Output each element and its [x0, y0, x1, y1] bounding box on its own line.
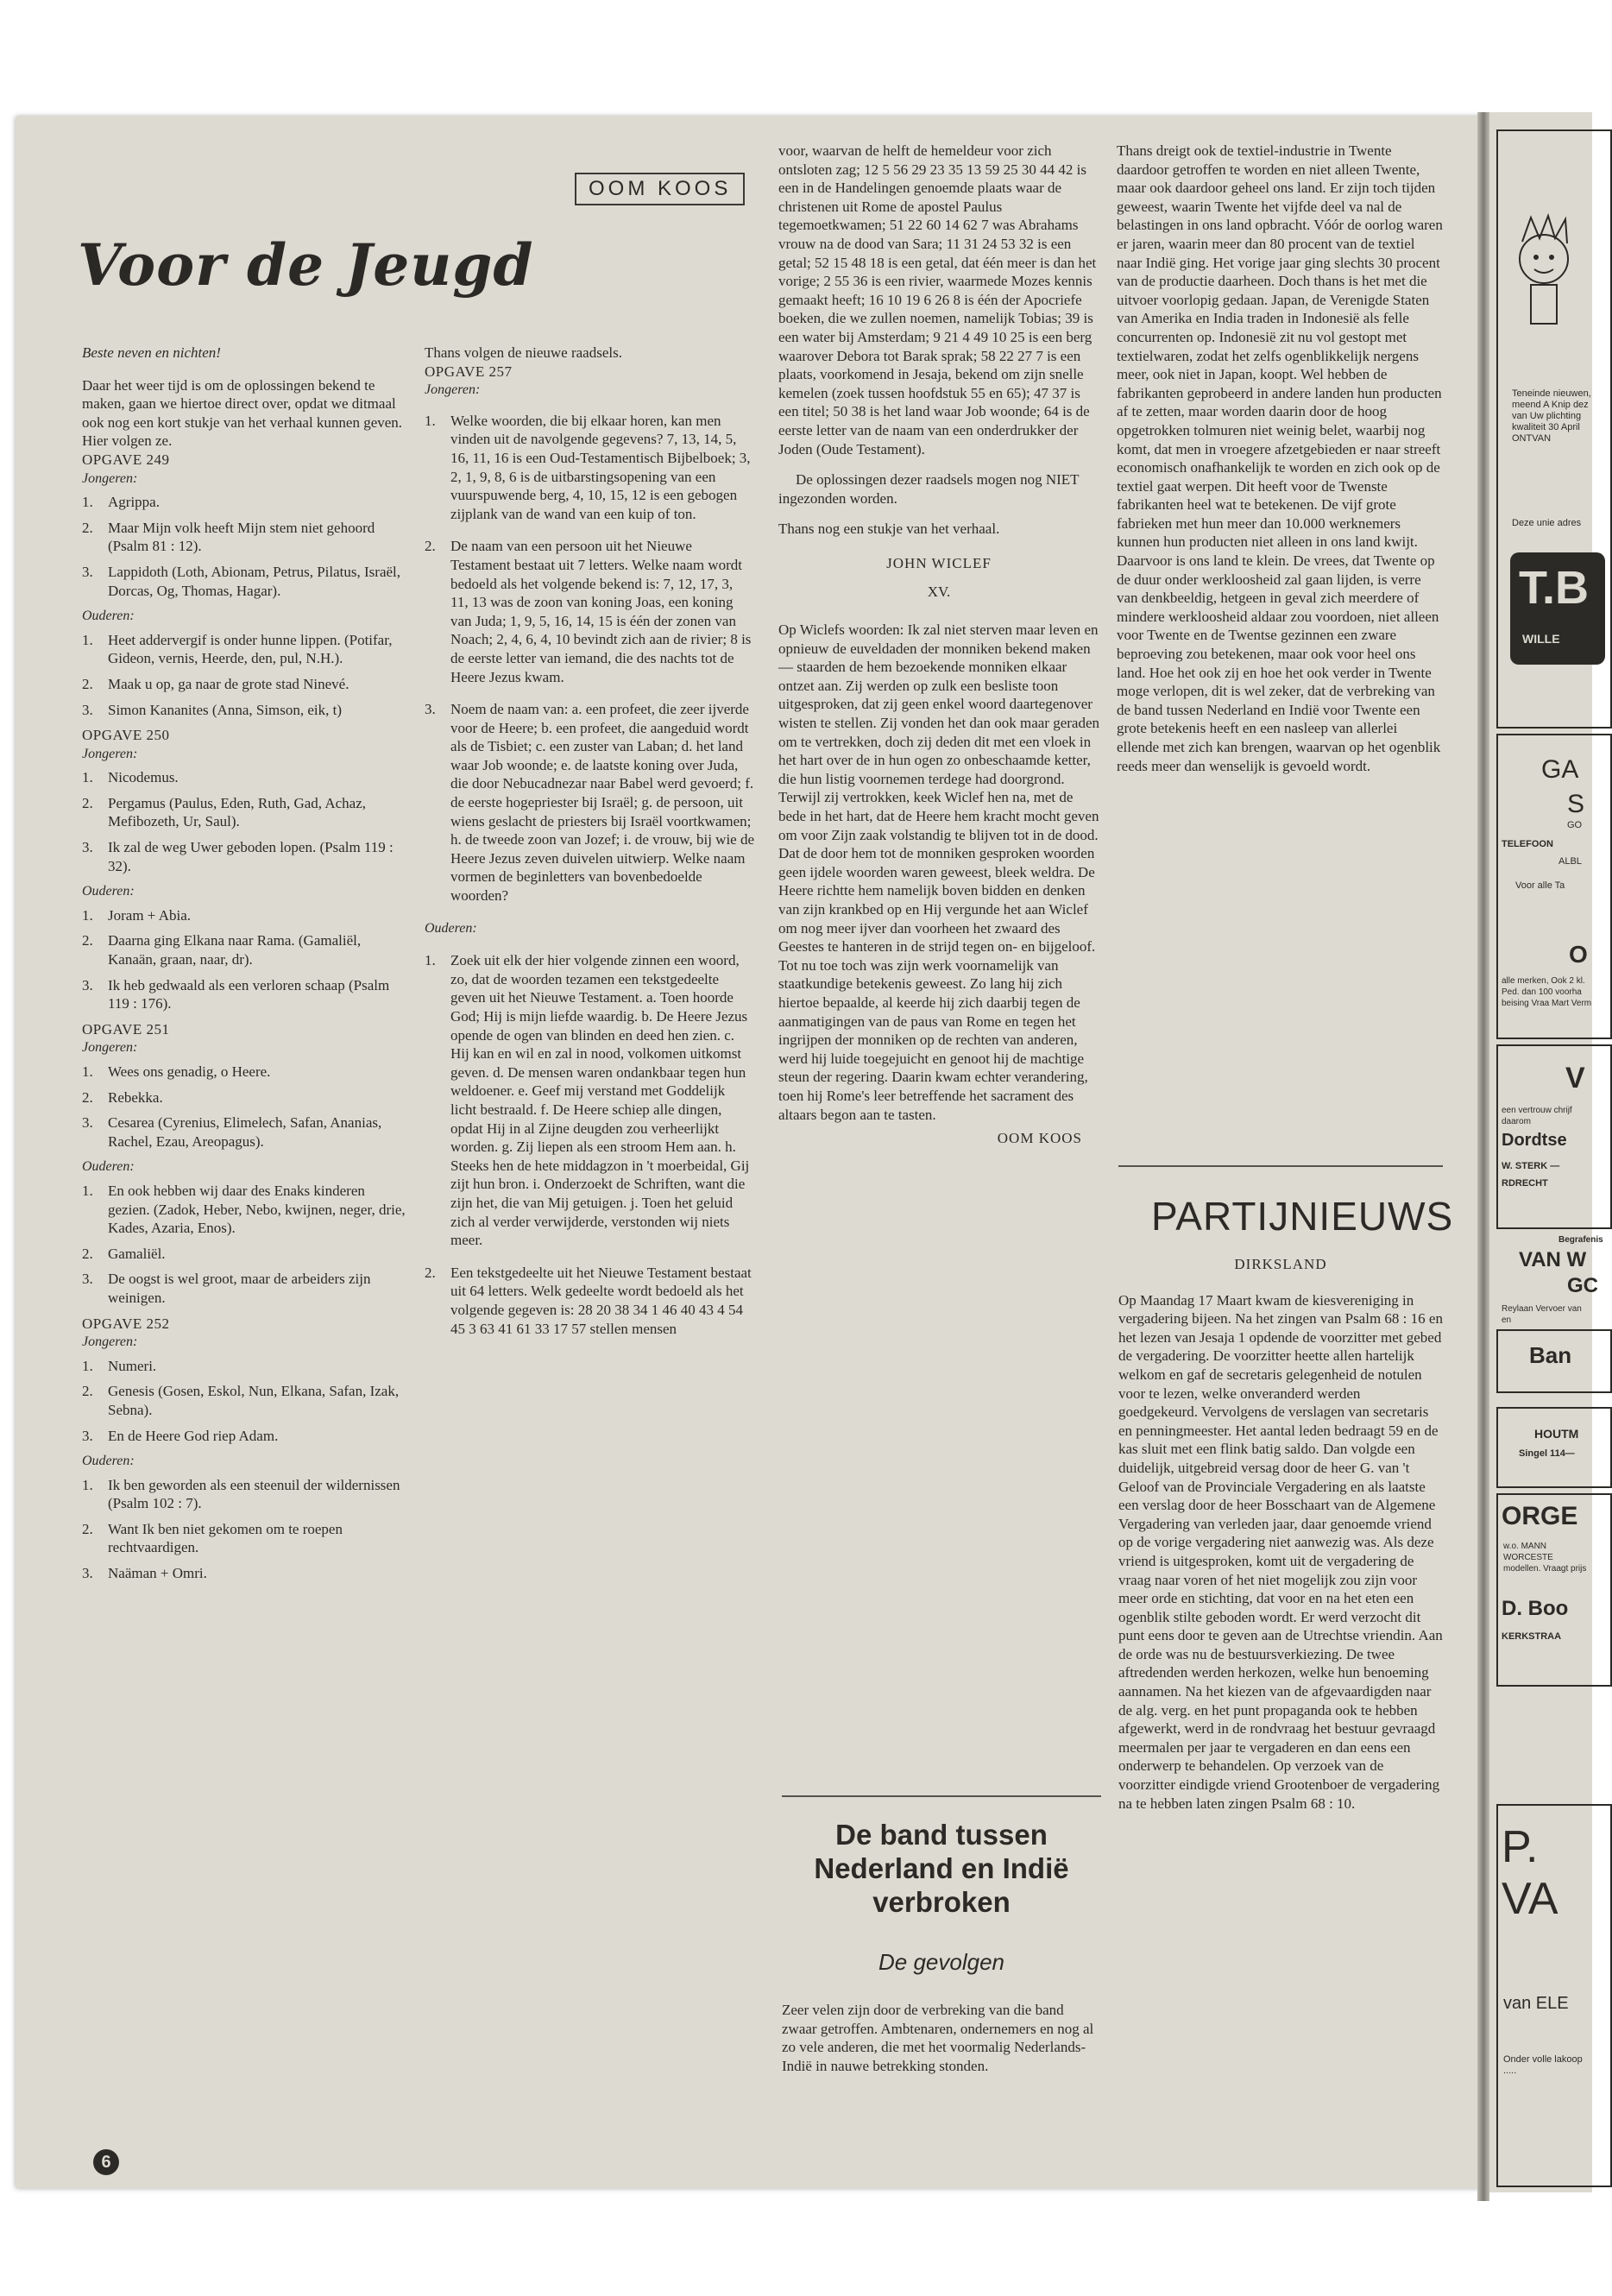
group-label: Jongeren: — [82, 470, 138, 486]
group-label: Ouderen: — [82, 1159, 135, 1175]
ad-begrafenis: Begrafenis — [1558, 1235, 1603, 1245]
column-1 — [82, 344, 408, 1590]
answer-list — [82, 1063, 408, 1151]
ad-kerkstraa: KERKSTRAA — [1502, 1631, 1562, 1642]
list-item: 2. Genesis (Gosen, Eskol, Nun, Elkana, Safan, Izak, Sebna). — [82, 1383, 400, 1418]
place-heading: DIRKSLAND — [1234, 1256, 1327, 1272]
ad-onder-volle: Onder volle lakoop ..... — [1503, 2054, 1583, 2076]
answer-list — [82, 1476, 408, 1583]
ad-mann: w.o. MANN WORCESTE modellen. Vraagt prijs — [1503, 1542, 1587, 1574]
band-subheadline: De gevolgen — [878, 1949, 1004, 1975]
list-item: 1. Agrippa. — [82, 494, 160, 511]
opgave-257-title: OPGAVE 257 — [425, 363, 513, 380]
ad-merken: alle merken, Ook 2 kl. Ped. dan 100 voorha beising Vraa Mart Verm — [1502, 976, 1592, 1008]
ad-s: S — [1567, 790, 1585, 818]
list-item: 3. Cesarea (Cyrenius, Elimelech, Safan, Ananias, Rachel, Ezau, Areopagus). — [82, 1114, 382, 1150]
ad-gc: GC — [1567, 1274, 1598, 1297]
divider — [782, 1795, 1101, 1797]
ad-rdrecht: RDRECHT — [1502, 1178, 1548, 1189]
ad-o: O — [1569, 941, 1588, 968]
column-2 — [425, 344, 754, 1352]
list-item: 3. En de Heere God riep Adam. — [82, 1427, 279, 1444]
tb-logo-text: T.B — [1519, 562, 1589, 614]
puzzle-continuation: voor, waarvan de helft de hemeldeur voor zich ontsloten zag; 12 5 56 29 23 35 13 59 25 30 44 42 is een in de Handelingen genoemde plaats waar de christenen uit Rome de apostel Paulus tegemoetkwamen; 51 22 60 14 62 7 was Abrahams vrouw na de dood van Sara; 11 31 24 53 32 is een getal; 52 15 48 18 is een getal, dat één meer is dan het vorige; 2 55 36 is een rivier, waarmede Mozes kennis gemaakt heeft; 16 10 19 6 26 8 is één der Apocriefe boeken, die we zullen noemen, namelijk Tobias; 39 is een water bij Amsterdam; 9 21 4 49 10 25 is een berg waarover Debora tot Barak sprak; 58 22 27 7 is een plaats, voorkomend in Jesaja, bekend om zijn snelle kemelen (zoek tussen hoofdstuk 55 en 65); 47 37 is een titel; 50 38 is het land waar Job woonde; 64 is de eerste letter van de naam van een onderdrukker der Joden (Oude Testament). — [778, 142, 1097, 457]
list-item: 1. Wees ons genadig, o Heere. — [82, 1063, 271, 1080]
ad-box-houtm — [1496, 1407, 1612, 1488]
group-label: Jongeren: — [82, 1040, 138, 1056]
ad-dordtse: Dordtse — [1502, 1131, 1567, 1150]
opgave-title: OPGAVE 250 — [82, 727, 170, 744]
ad-ga: GA — [1541, 755, 1579, 784]
ad-text-1: Teneinde nieuwen, meend A Knip dez van Uw plichting kwaliteit 30 April ONTVAN — [1512, 388, 1591, 444]
list-item: 2. Gamaliël. — [82, 1245, 166, 1262]
twente-text: Thans dreigt ook de textiel-industrie in Twente daardoor getroffen te worden en niet alleen Twente, maar ook daardoor geheel ons land. Er zijn toch tijden geweest, waarin Twente het vijfde deel va nal de belastingen in ons land opbracht. Vóór de oorlog waren er jaren, waarin meer dan 80 procent van de textiel naar Indië ging. Het vorige jaar ging slechts 30 procent van de productie daarheen. Doch thans is het met die uitvoer voorlopig gedaan. Japan, de Verenigde Staten van Amerika en India traden in Indonesië als felle concurrenten op. Indonesië zit nu vol gestopt met textielwaren, zodat het zelfs ogenblikkelijk nergens meer, ook niet in Japan, koopt. Wel hebben de fabrikanten geprobeerd in andere landen hun producten af te zetten, maar worden daarin door de hoog opgetrokken tolmuren niet weinig belet, waarbij nog komt, dat men in vroegere afzetgebieden er naar streeft economisch onafhankelijk te worden en zich ook op de textiel gaat werpen. Dit heeft voor de Twenste fabrikanten heel wat te betekenen. De vijf grote fabrieken met hun meer dan 10.000 werknemers kunnen hun producten niet alleen in ons land kwijt. Daarvoor is ons land te klein. De vrees, dat Twente op de duur onder werkloosheid zal gaan lijden, is verre van denkbeeldig, hetgeen in geval zich meerdere of mindere werkloosheid aldaar zou voordoen, niet alleen voor Twente en de Twentse gezinnen een zware beproeving zou betekenen, maar ook voor heel ons land. Hoe het ook zij en hoe het ook verder in Twente moge verlopen, dit is wel zeker, dat de verbreking van de band tussen Nederland en Indië voor Twente een grote betekenis heeft en een nasleep van allerlei ellende met zich kan brengen, waarvan op het ogenblik reeds meer dan wenselijk is gevoeld wordt. — [1117, 142, 1443, 774]
list-item: 3. Naäman + Omri. — [82, 1565, 207, 1582]
story-body: Op Wiclefs woorden: Ik zal niet sterven maar leven en opnieuw de euveldaden der monniken bekend maken — staarden de hem bezoekende monniken elkaar ontzet aan. Zij werden op zulk een besliste toon uitgesproken, dat zij geen enkel woord daartegenover wisten te stellen. Zij vonden het dan ook maar geraden om te vertrekken, doch zij deden dit met een vloek in het hart over de in hun ogen zo onbeschaamde ketter, die hun listig voornemen terdege had doorgrond. Terwijl zij vertrokken, keek Wiclef hen na, met de bede in het hart, dat de Heere hem kracht mocht geven om voor Zijn zaak volstandig te blijven tot in de dood. Dat de door hem tot de monniken gesproken woorden geen ijdele woorden waren geweest, bleek weldra. De Heere richtte hem namelijk boven bidden en denken van zijn krankbed op en Hij vergunde het aan Wiclef om nog meer ijver dan voorheen het zwaard des Geestes te hanteren in de strijd tegen on- en bijgeloof. Tot nu toe toch was zijn werk voornamelijk van staatkundige betekenis geweest. Zo lang hij zich hiertoe bepaalde, al keerde hij zich daarbij tegen de aanmatigingen van de paus van Rome en tegen het ingrijpen der monniken op de rechten van anderen, werd hij luide toegejuicht en genoot hij de machtige steun der regering. Daarin kwam echter verandering, toen hij Rome's leer betreffende het sacrament des altaars begon aan te tasten. — [778, 621, 1099, 1123]
oom-koos-badge: OOM KOOS — [575, 173, 745, 205]
band-body — [782, 2001, 1101, 2075]
partijnieuws-title: PARTIJNIEUWS — [1151, 1194, 1454, 1239]
list-item: 1. Joram + Abia. — [82, 906, 191, 924]
list-item: 2. Maak u op, ga naar de grote stad Ninevé. — [82, 675, 349, 692]
opgave-title: OPGAVE 252 — [82, 1315, 170, 1332]
list-item: 3. Simon Kananites (Anna, Simson, eik, t) — [82, 701, 343, 718]
column-3 — [778, 142, 1099, 1148]
divider — [1118, 1165, 1443, 1167]
partij-text: Op Maandag 17 Maart kwam de kiesvereniging in vergadering bijeen. Na het zingen van Psalm 68 : 16 en het lezen van Jesaja 1 opdende de voorzitter met gebed de vergadering. De voorzitter heette allen hartelijk welkom en gaf de secretaris gelegenheid de notulen voor te lezen, welke onveranderd werden goedgekeurd. Vervolgens de verslagen van secretaris en penningmeester. Het aantal leden bedraagt 59 en de kas sluit met een flink batig saldo. Dan volgde een duidelijk, uitgebreid versag door de heer G. van 't Geloof van de Provinciale Vergadering en als laatste een verslag door de heer Bosschaart van de Algemene Vergadering van verleden jaar, daar genoemde vriend op de vorige vergadering niet aanwezig was. Als deze vriend is uitgesproken, komt uit de vergadering de vraag naar voren of het niet mogelijk zou zijn voor meer orde en stichting, dat voor en na het eten een ogenblik stilte geboden wordt. Er werd verzocht dit punt eens door te geven aan de Utrechtse vriendin. Aan de orde was nu de bestuursverkiezing. De twee aftredenden werden herkozen, welke hun benoeming aannamen. Na het kiezen van de afgevaardigden naar de alg. verg. en het punt propaganda ook te hebben afgewerkt, werd in de rondvraag het bestuur gevraagd meermalen per jaar te vergaderen en dan eens een onderwerp te behandelen. Op verzoek van de voorzitter eindigde vriend Grootenboer de vergadering na te hebben laten zingen Psalm 68 : 10. — [1118, 1291, 1443, 1812]
list-item: 2. De naam van een persoon uit het Nieuwe Testament bestaat uit 7 letters. Welke naam wordt bedoeld als het volgende bekend is: 7, 12, 17, 3, 11, 13 was de zoon van koning Joas, een koning van Juda; 1, 9, 5, 16, 14, 15 is één der zonen van Noach; 2, 4, 6, 4, 10 bevindt zich aan de rivier; 8 is de eerste letter van iemand, die des nachts tot de Heere Jezus kwam. — [425, 538, 752, 685]
ad-sterk: W. STERK — — [1502, 1161, 1560, 1171]
list-item: 2. Rebekka. — [82, 1088, 163, 1106]
story-chapter: XV. — [927, 583, 951, 601]
list-item: 1. En ook hebben wij daar des Enaks kinderen gezien. (Zadok, Heber, Nebo, kwijnen, neger, drie, Kades, Azaria, Enos). — [82, 1182, 406, 1237]
notice-text: De oplossingen dezer raadsels mogen nog NIET ingezonden worden. — [778, 471, 1080, 507]
ad-reylaan: Reylaan Vervoer van en — [1502, 1304, 1582, 1325]
ad-go: GO — [1567, 820, 1583, 830]
page-gutter — [1477, 112, 1489, 2201]
opgave-title: OPGAVE 249 — [82, 451, 170, 468]
ad-text-2: Deze unie adres — [1512, 518, 1582, 528]
list-item: 3. Noem de naam van: a. een profeet, die zeer ijverde voor de Heere; b. een profeet, die aangeduid wordt als de Tisbiet; c. een zuster van Laban; d. het land waar Job woonde; e. de laatste koning over Juda, die door Nebucadnezar naar Babel werd gevoerd; f. de eerste hogepriester bij Israël; g. de persoon, uit wiens geslacht de priesters bij Israël voortkwamen; h. de tweede zoon van Jozef; i. de vrouw, bij wie de Heere Jezus zeven duivelen uitwierp. Welke naam vormen de beginletters van bovenbedoelde woorden? — [425, 701, 755, 905]
band-headline: De band tussen Nederland en Indië verbroken — [814, 1819, 1069, 1918]
signature: OOM KOOS — [997, 1130, 1082, 1147]
list-item: 3. Ik zal de weg Uwer geboden lopen. (Psalm 119 : 32). — [82, 839, 394, 874]
tb-logo — [1510, 552, 1605, 665]
tb-logo-sub: WILLE — [1522, 632, 1560, 646]
answer-list — [82, 768, 408, 875]
opgave-252 — [82, 1315, 408, 1583]
group-label: Ouderen: — [82, 609, 135, 624]
ad-dboo: D. Boo — [1502, 1597, 1569, 1620]
group-label: Ouderen: — [82, 884, 135, 899]
ad-singel: Singel 114— — [1519, 1448, 1575, 1459]
mascot-illustration — [1505, 207, 1583, 337]
opgave-249 — [82, 451, 408, 719]
ad-v: V — [1565, 1062, 1585, 1094]
new-puzzles-intro: Thans volgen de nieuwe raadsels. — [425, 344, 622, 361]
opgave-251 — [82, 1020, 408, 1308]
list-item: 1. Zoek uit elk der hier volgende zinnen een woord, zo, dat de woorden tezamen een tekstgedeelte geven uit het Nieuwe Testament. a. Toen hoorde God; Hij is mijn liefde waardig. b. De Heere Jezus opende de ogen van blinden en deed hen zien. c. Hij kan en wil en zal in nood, volkomen uitkomst geven. d. De mensen waren ondankbaar tegen hun weldoener. e. Geef mij verstand met Goddelijk licht bestraald. f. De Heere schiep alle dingen, opdat Hij in al Zijne deugden zou verheerlijkt worden. g. Zij liepen als een stroom Hem aan. h. Steeks hen de hete middagzon in 't moerbeidal, Gij zijt hun bron. i. Onderzoekt de Schriften, want die zijn het, die van Mij getuigen. j. Toen het geluid zich al verder verwijderde, verstonden wij niets meer. — [425, 952, 750, 1249]
opgave-250 — [82, 726, 408, 1013]
list-item: 2. Maar Mijn volk heeft Mijn stem niet gehoord (Psalm 81 : 12). — [82, 519, 375, 555]
list-item: 1. Ik ben geworden als een steenuil der wildernissen (Psalm 102 : 7). — [82, 1476, 400, 1512]
answer-list — [82, 1357, 408, 1445]
answer-list — [82, 631, 408, 719]
list-item: 3. Ik heb gedwaald als een verloren schaap (Psalm 119 : 176). — [82, 976, 390, 1012]
list-item: 1. Heet addervergif is onder hunne lippen. (Potifar, Gideon, vernis, Heerde, den, pul, N.H.). — [82, 631, 393, 667]
group-label: Jongeren: — [82, 1334, 138, 1350]
list-item: 3. De oogst is wel groot, maar de arbeiders zijn weinigen. — [82, 1271, 371, 1306]
list-item: 2. Een tekstgedeelte uit het Nieuwe Testament bestaat uit 64 letters. Welk gedeelte wordt bedoeld als het volgende gegeven is: 28 20 38 34 1 46 40 43 4 54 45 3 63 41 61 33 17 57 stellen mensen — [425, 1264, 752, 1337]
ad-houtm: HOUTM — [1534, 1427, 1579, 1441]
band-text: Zeer velen zijn door de verbreking van die band zwaar getroffen. Ambtenaren, ondernemers en nog al zo vele anderen, die met het voormalig Nederlands- Indië in nauwe betrekking stonden. — [782, 2002, 1094, 2074]
puzzle-list-jongeren — [425, 412, 754, 905]
ad-voor-alle: Voor alle Ta — [1515, 880, 1565, 891]
puzzle-list-ouderen — [425, 951, 754, 1338]
ad-albl: ALBL — [1558, 856, 1582, 867]
ad-vanw: VAN W — [1519, 1248, 1587, 1271]
opgave-title: OPGAVE 251 — [82, 1020, 170, 1038]
list-item: 1. Welke woorden, die bij elkaar horen, kan men vinden uit de navolgende gegevens? 7, 13, 14, 5, 16, 11, 16 is een Oud-Testamentisch Bijbelboek; 3, 2, 1, 9, 8, 6 is de uitbarstingsopening van een vuurspuwende berg, 4, 10, 15, 12 is een gebogen zijplank van de wand van een kuip of ton. — [425, 412, 751, 522]
section-title: Voor de Jeugd — [78, 231, 534, 299]
story-intro: Thans nog een stukje van het verhaal. — [778, 520, 1000, 538]
ad-pva: P. VA — [1502, 1822, 1558, 1924]
page-number: 6 — [93, 2149, 119, 2175]
partijnieuws-body — [1118, 1255, 1443, 1813]
ad-vertrouw: een vertrouw chrijf daarom — [1502, 1106, 1572, 1126]
group-label: Ouderen: — [82, 1454, 135, 1469]
group-label: Jongeren: — [82, 746, 138, 761]
ad-ban: Ban — [1529, 1342, 1572, 1368]
ad-vanele: van ELE — [1503, 1994, 1569, 2013]
ad-orge: ORGE — [1502, 1502, 1578, 1530]
answer-list — [82, 906, 408, 1013]
list-item: 3. Lappidoth (Loth, Abionam, Petrus, Pilatus, Israël, Dorcas, Og, Thomas, Hagar). — [82, 563, 401, 599]
ad-telefoon: TELEFOON — [1502, 839, 1553, 849]
answer-list — [82, 493, 408, 600]
list-item: 2. Daarna ging Elkana naar Rama. (Gamaliël, Kanaän, graan, naar, dr). — [82, 932, 362, 968]
list-item: 1. Numeri. — [82, 1357, 157, 1374]
intro-text: Daar het weer tijd is om de oplossingen bekend te maken, gaan we hiertoe direct over, opdat we ditmaal ook nog een kort stukje van het verhaal kunnen geven. Hier volgen ze. — [82, 376, 403, 450]
list-item: 1. Nicodemus. — [82, 769, 179, 786]
adjacent-page — [1489, 112, 1603, 2192]
greeting: Beste neven en nichten! — [82, 344, 221, 361]
group-label: Jongeren: — [425, 382, 481, 398]
group-label: Ouderen: — [425, 920, 477, 936]
list-item: 2. Pergamus (Paulus, Eden, Ruth, Gad, Achaz, Mefibozeth, Ur, Saul). — [82, 794, 367, 830]
column-4 — [1117, 142, 1443, 775]
story-title: JOHN WICLEF — [886, 554, 992, 571]
answer-list — [82, 1182, 408, 1308]
list-item: 2. Want Ik ben niet gekomen om te roepen rechtvaardigen. — [82, 1520, 343, 1556]
